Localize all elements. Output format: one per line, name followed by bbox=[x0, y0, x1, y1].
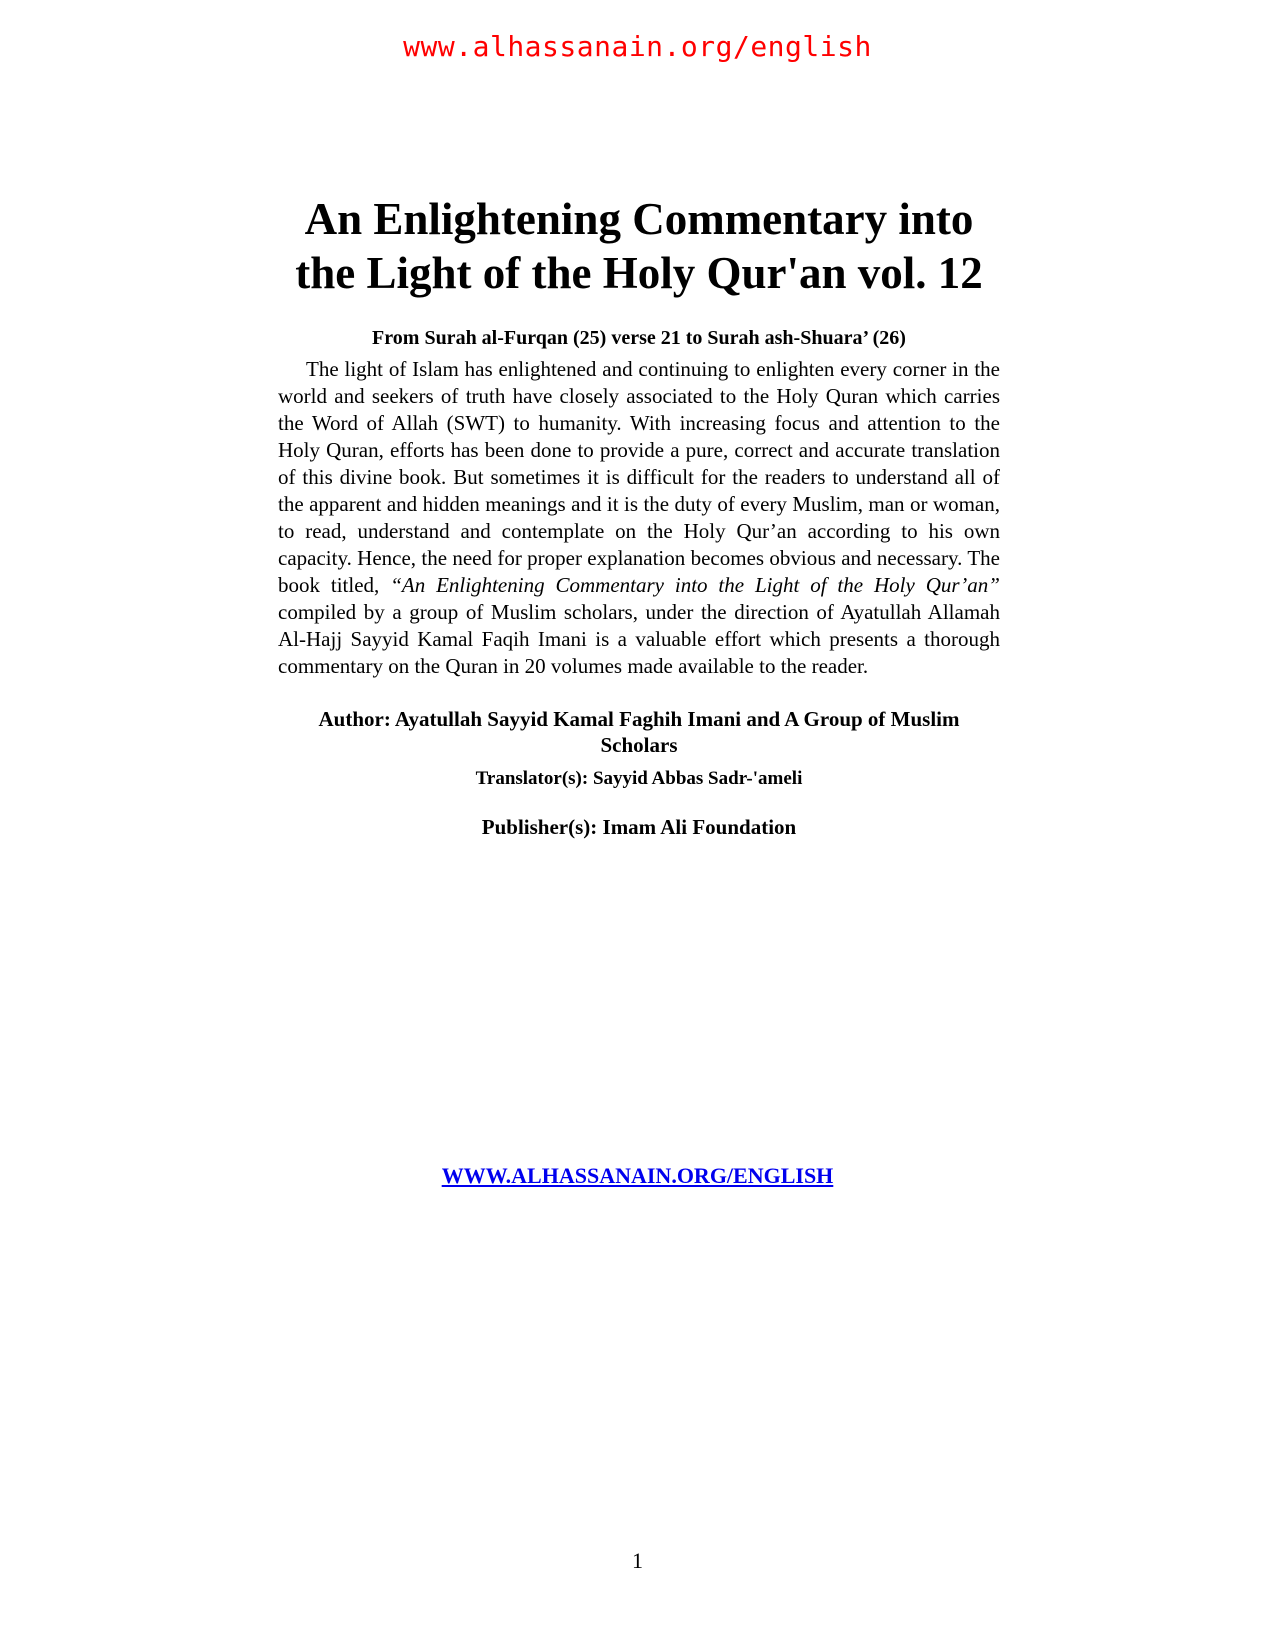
book-description bbox=[278, 356, 1000, 680]
page-number: 1 bbox=[632, 1548, 643, 1573]
book-info bbox=[278, 192, 1000, 840]
site-link[interactable]: WWW.ALHASSANAIN.ORG/ENGLISH bbox=[441, 1163, 834, 1188]
description-text-end: compiled by a group of Muslim scholars, under the direction of Ayatullah Allamah Al-Hajj Sayyid Kamal Faqih Imani is a valuable effort which presents a thorough commentary on the Quran in 20 volumes made available to the reader. bbox=[278, 600, 1000, 678]
author-line: Author: Ayatullah Sayyid Kamal Faghih Imani and A Group of Muslim Scholars bbox=[318, 707, 960, 757]
translator-line: Translator(s): Sayyid Abbas Sadr-'ameli bbox=[475, 768, 803, 789]
description-book-title-italic: “An Enlightening Commentary into the Light of the Holy Qur’an” bbox=[390, 573, 1000, 597]
site-link-container bbox=[0, 1162, 1275, 1190]
publisher-line: Publisher(s): Imam Ali Foundation bbox=[481, 815, 797, 839]
description-text-start: The light of Islam has enlightened and continuing to enlighten every corner in the world and seekers of truth have closely associated to the Holy Quran which carries the Word of Allah (SWT) to humanity. With increasing focus and attention to the Holy Quran, efforts has been done to provide a pure, correct and accurate translation of this divine book. But sometimes it is difficult for the readers to understand all of the apparent and hidden meanings and it is the duty of every Muslim, man or woman, to read, understand and contemplate on the Holy Qur’an according to his own capacity. Hence, the need for proper explanation becomes obvious and necessary. The book titled, bbox=[278, 357, 1000, 597]
book-title: An Enlightening Commentary into the Light of the Holy Qur'an vol. 12 bbox=[295, 194, 983, 298]
book-subtitle: From Surah al-Furqan (25) verse 21 to Surah ash-Shuara’ (26) bbox=[372, 327, 906, 349]
header-url: www.alhassanain.org/english bbox=[403, 30, 872, 63]
